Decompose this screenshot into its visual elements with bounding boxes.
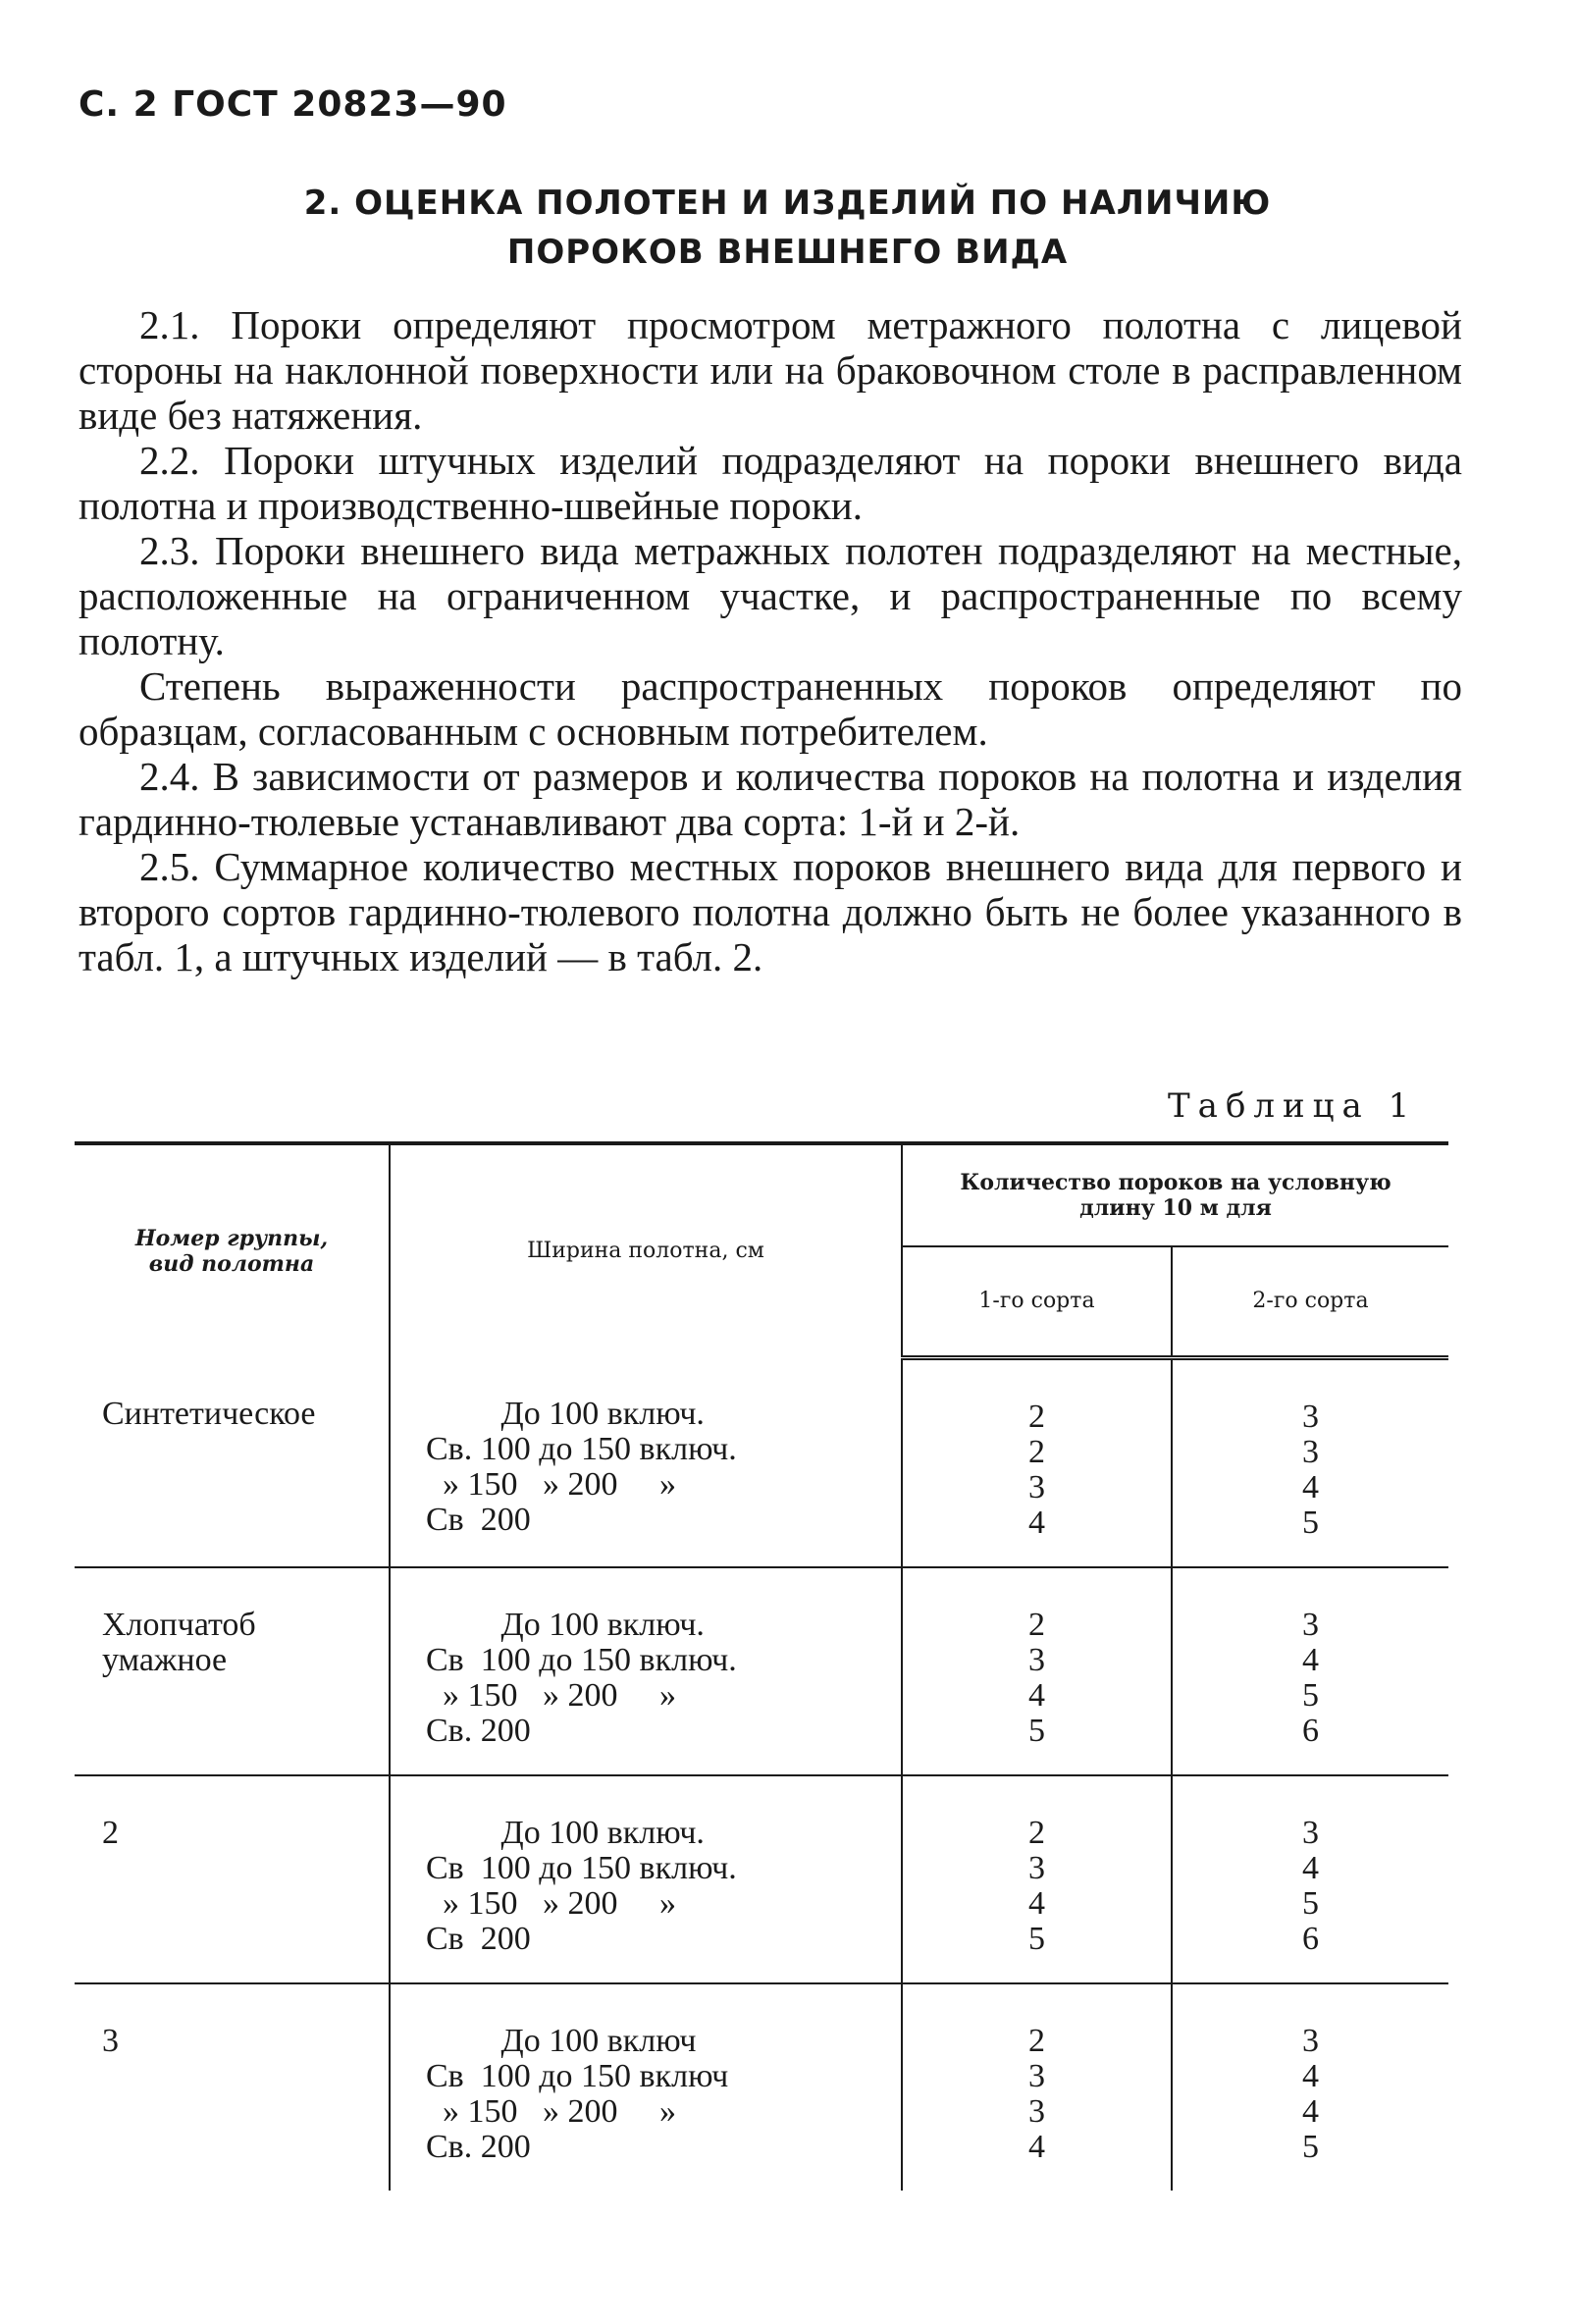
defect-count: 4 xyxy=(1028,1676,1045,1714)
defect-count: 4 xyxy=(1028,2128,1045,2165)
width-range: Св 200 xyxy=(426,1920,531,1957)
group-name: Хлопчатобумажное xyxy=(75,1567,390,1775)
defect-count: 2 xyxy=(1028,2022,1045,2059)
width-range: Св 100 до 150 включ. xyxy=(426,1641,737,1678)
section-title-line-2: ПОРОКОВ ВНЕШНЕГО ВИДА xyxy=(506,233,1069,272)
width-range: До 100 включ. xyxy=(426,1396,705,1432)
width-range: Св. 200 xyxy=(426,1712,531,1749)
defect-count: 5 xyxy=(1028,1712,1045,1749)
width-range: » 150 » 200 » xyxy=(426,2092,676,2130)
table-body xyxy=(75,1357,1448,2191)
table-row xyxy=(75,1357,1448,1567)
width-range: Св 100 до 150 включ xyxy=(426,2057,729,2094)
defect-count: 6 xyxy=(1302,1920,1319,1957)
defect-count: 3 xyxy=(1302,1398,1319,1435)
paragraph-2-4: 2.4. В зависимости от размеров и количества пороков на полотна и изделия гардинно-тюлевые устанавливают два сорта: 1-й и 2-й. xyxy=(79,754,1462,844)
defect-count: 5 xyxy=(1028,1920,1045,1957)
header-count: Количество пороков на условную длину 10 м для xyxy=(902,1143,1448,1246)
group-name: 3 xyxy=(75,1983,390,2191)
defect-count: 5 xyxy=(1302,1884,1319,1922)
width-range: До 100 включ. xyxy=(426,1814,705,1851)
grade-1-counts xyxy=(902,1983,1172,2191)
table-row xyxy=(75,1775,1448,1983)
body-text xyxy=(79,302,1462,979)
group-name: Синтетическое xyxy=(102,1396,316,1432)
width-range: Св 200 xyxy=(426,1502,531,1538)
defect-count: 4 xyxy=(1028,1504,1045,1541)
defect-count: 6 xyxy=(1302,1712,1319,1749)
defect-count: 4 xyxy=(1302,2092,1319,2130)
width-range: Св. 100 до 150 включ. xyxy=(426,1431,737,1467)
defect-count: 3 xyxy=(1302,2022,1319,2059)
header-width: Ширина полотна, см xyxy=(390,1143,902,1357)
paragraph-2-5: 2.5. Суммарное количество местных пороков внешнего вида для первого и второго сортов гардинно-тюлевого полотна должно быть не более указанного в табл. 1, а штучных изделий — в табл. 2. xyxy=(79,844,1462,979)
paragraph-2-3: 2.3. Пороки внешнего вида метражных полотен подразделяют на местные, расположенные на ограниченном участке, и распространенные по всему полотну. xyxy=(79,528,1462,663)
section-title xyxy=(0,179,1575,277)
defect-count: 4 xyxy=(1302,1849,1319,1886)
table-row xyxy=(75,1567,1448,1775)
defect-count: 3 xyxy=(1302,1606,1319,1643)
grade-2-counts xyxy=(1172,1567,1448,1775)
defect-count: 3 xyxy=(1028,2092,1045,2130)
header-grade-1: 1-го сорта xyxy=(902,1246,1172,1357)
defect-count: 3 xyxy=(1028,1468,1045,1505)
defect-count: 2 xyxy=(1028,1398,1045,1435)
defect-count: 4 xyxy=(1302,2057,1319,2094)
defect-count: 5 xyxy=(1302,2128,1319,2165)
grade-1-counts xyxy=(902,1775,1172,1983)
defect-count: 3 xyxy=(1302,1433,1319,1470)
defect-count: 2 xyxy=(1028,1606,1045,1643)
width-range: » 150 » 200 » xyxy=(426,1884,676,1922)
grade-1-counts xyxy=(902,1567,1172,1775)
width-list xyxy=(390,1567,902,1775)
defect-count: 3 xyxy=(1028,2057,1045,2094)
defect-count: 5 xyxy=(1302,1504,1319,1541)
width-list xyxy=(390,1357,902,1567)
width-range: Св. 200 xyxy=(426,2128,531,2165)
defect-count: 2 xyxy=(1028,1433,1045,1470)
width-range: До 100 включ. xyxy=(426,1606,705,1643)
defect-count: 2 xyxy=(1028,1814,1045,1851)
header-group: Номер группы, вид полотна xyxy=(75,1143,390,1357)
paragraph-2-2: 2.2. Пороки штучных изделий подразделяют на пороки внешнего вида полотна и производственно-швейные пороки. xyxy=(79,438,1462,528)
width-list xyxy=(390,1983,902,2191)
defect-count: 4 xyxy=(1302,1468,1319,1505)
defects-table xyxy=(75,1141,1448,2191)
grade-1-counts xyxy=(902,1357,1172,1567)
defect-count: 4 xyxy=(1302,1641,1319,1678)
defect-count: 5 xyxy=(1302,1676,1319,1714)
defect-count: 3 xyxy=(1028,1641,1045,1678)
width-range: » 150 » 200 » xyxy=(426,1466,676,1503)
grade-2-counts xyxy=(1172,1775,1448,1983)
table-row xyxy=(75,1983,1448,2191)
defect-count: 4 xyxy=(1028,1884,1045,1922)
paragraph-2-1: 2.1. Пороки определяют просмотром метражного полотна с лицевой стороны на наклонной поверхности или на браковочном столе в расправленном виде без натяжения. xyxy=(79,302,1462,438)
page-reference: С. 2 ГОСТ 20823—90 xyxy=(79,84,507,125)
header-grade-2: 2-го сорта xyxy=(1172,1246,1448,1357)
width-range: Св 100 до 150 включ. xyxy=(426,1849,737,1886)
width-list xyxy=(390,1775,902,1983)
table-caption: Таблица 1 xyxy=(1168,1086,1418,1126)
defect-count: 3 xyxy=(1028,1849,1045,1886)
section-title-line-1: 2. ОЦЕНКА ПОЛОТЕН И ИЗДЕЛИЙ ПО НАЛИЧИЮ xyxy=(303,184,1272,223)
width-range: » 150 » 200 » xyxy=(426,1676,676,1714)
grade-2-counts xyxy=(1172,1357,1448,1567)
defect-count: 3 xyxy=(1302,1814,1319,1851)
paragraph-severity: Степень выраженности распространенных пороков определяют по образцам, согласованным с основным потребителем. xyxy=(79,663,1462,754)
grade-2-counts xyxy=(1172,1983,1448,2191)
group-name: 2 xyxy=(75,1775,390,1983)
width-range: До 100 включ xyxy=(426,2022,697,2059)
